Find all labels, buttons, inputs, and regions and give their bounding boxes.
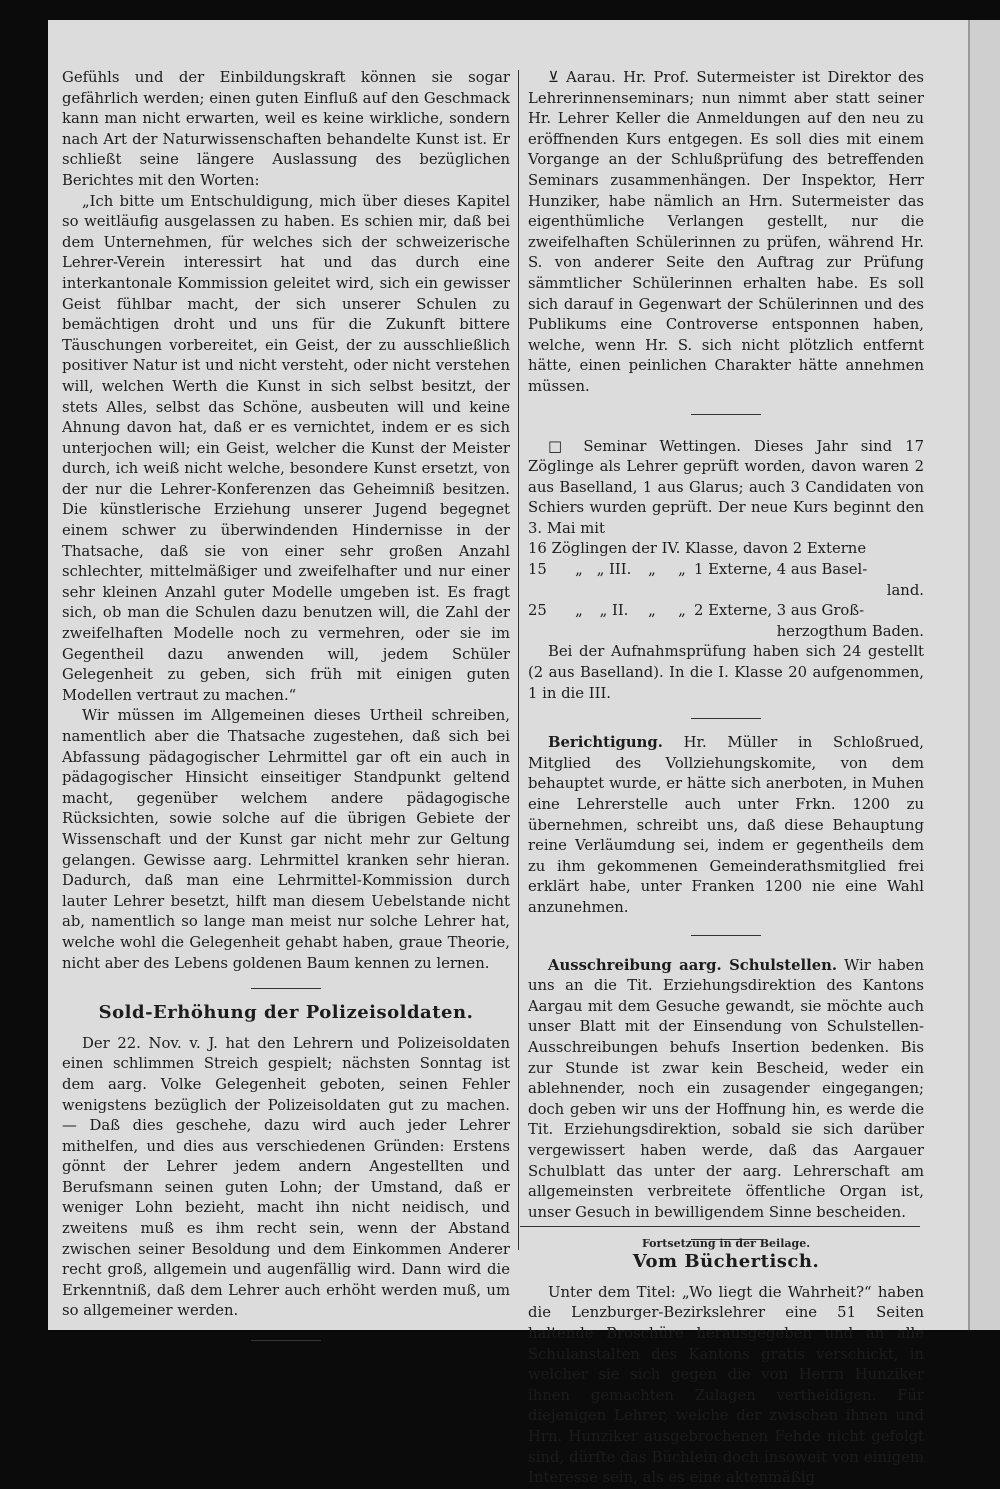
footer-continuation-note: Fortsetzung in der Beilage. — [641, 1237, 811, 1250]
separator — [251, 988, 321, 989]
seminar-row-3-cont: herzogthum Baden. — [776, 622, 924, 640]
aarau-article: ⊻ Aarau. Hr. Prof. Sutermeister ist Direktor des Lehrerinnenseminars; nun nimmt aber statt seiner Hr. Lehrer Keller die Anmeldungen auf den neu zu eröffnenden Kurs entgegen. Es soll dies mit einem Vorgange an der Schlußprüfung des betreffenden Seminars zusammenhängen. Der Inspektor, Herr Hunziker, habe nämlich an Hrn. Sutermeister das eigenthümliche Verlangen gestellt, nur die zweifelhaften Schülerinnen zu prüfen, während Hr. S. von anderer Seite den Auftrag zur Prüfung sämmtlicher Schülerinnen erhalten habe. Es soll sich darauf in Gegenwart der Schülerinnen und des Publikums eine Controverse entsponnen haben, welche, wenn Hr. S. sich nicht plötzlich entfernt hätte, einen peinlichen Charakter hätte annehmen müssen. — [528, 69, 924, 395]
seminar-row-2: 15 „ „ III. „ „ 1 Externe, 4 aus Basel- — [528, 561, 868, 579]
separator — [251, 1340, 321, 1341]
column-divider — [518, 70, 519, 1250]
next-page-edge — [968, 20, 1000, 1330]
separator — [691, 718, 761, 719]
berichtigung-lead: Berichtigung. — [548, 734, 663, 752]
left-paragraph-2: Wir müssen im Allgemeinen dieses Urtheil schreiben, namentlich aber die Thatsache zugestehen, daß sich bei Abfassung pädagogischer Lehrmittel gar oft ein auch in pädagogischer Hinsicht einseitiger Standpunkt geltend macht, gegenüber welchem andere pädagogische Rücksichten, sowie solche auf die übrigen Gebiete der Wissenschaft und der Kunst gar nicht mehr zur Geltung gelangen. Gewisse aarg. Lehrmittel kranken sehr hieran. Dadurch, daß man eine Lehrmittel-Kommission durch lauter Lehrer besetzt, hilft man diesem Uebelstande nicht ab, namentlich so lange man meist nur solche Lehrer hat, welche wohl die Gelegenheit gehabt haben, graue Theorie, nicht aber des Lebens goldenen Baum kennen zu lernen. — [62, 707, 510, 972]
left-quote: „Ich bitte um Entschuldigung, mich über dieses Kapitel so weitläufig ausgelassen zu haben. Es schien mir, daß bei dem Unternehmen, für welches sich der schweizerische Lehrer-Verein interessirt hat und das durch eine interkantonale Kommission geleitet wird, sich ein gewisser Geist fühlbar macht, der sich unserer Schulen zu bemächtigen droht und uns für die Zukunft bittere Täuschungen vorbereitet, ein Geist, der zu ausschließlich positiver Natur ist und nicht versteht, oder nicht verstehen will, welchen Werth die Kunst in sich selbst besitzt, der stets Alles, selbst das Schöne, ausbeuten will und keine Ahnung davon hat, daß er es vernichtet, indem er es sich unterjochen will; ein Geist, welcher die Kunst der Meister durch, ich weiß nicht welche, besondere Kunst ersetzt, von der nur die Lehrer-Konferenzen das Geheimniß besitzen. Die künstlerische Erziehung unserer Jugend begegnet einem schwer zu überwindenden Hindernisse in der Thatsache, daß sie von einer sehr großen Anzahl schlechter, mittelmäßiger und zweifelhafter und nur einer sehr kleinen Anzahl guter Modelle umgeben ist. Es fragt sich, ob man die Schulen dazu benutzen will, die Zahl der zweifelhaften Modelle noch zu vermehren, oder sie im Gegentheil dazu anwenden will, jedem Schüler Gelegenheit zu geben, sich früh mit einigen guten Modellen vertraut zu machen.“ — [62, 192, 510, 704]
ausschreibung-lead: Ausschreibung aarg. Schulstellen. — [548, 956, 838, 974]
left-column — [62, 68, 510, 1355]
heading-sold-erhoehung: Sold-Erhöhung der Polizeisoldaten. — [98, 1002, 474, 1024]
right-column — [528, 68, 924, 1489]
seminar-row-3: 25 „ „ II. „ „ 2 Externe, 3 aus Groß- — [528, 602, 865, 620]
berichtigung-article — [528, 733, 924, 918]
buechertisch-article: Unter dem Titel: „Wo liegt die Wahrheit?“ haben die Lenzburger-Bezirkslehrer eine 51 Seiten haltende Broschüre herausgegeben und an alle Schulanstalten des Kantons gratis verschickt, in welcher sie sich gegen die von Herrn Hunziker ihnen gemachten Zulagen vertheidigen. Für diejenigen Lehrer, welche der zwischen ihnen und Hrn. Hunziker ausgebrochenen Fehde nicht gefolgt sind, dürfte das Büchlein doch insoweit von einigem Interesse sein, als es eine aktenmäßig — [528, 1283, 924, 1487]
seminar-outro: Bei der Aufnahmsprüfung haben sich 24 gestellt (2 aus Baselland). In die I. Klasse 20 aufgenommen, 1 in die III. — [528, 643, 924, 702]
ausschreibung-text: Wir haben uns an die Tit. Erziehungsdirektion des Kantons Aargau mit dem Gesuche gewandt, sie möchte auch unser Blatt mit der Einsendung von Schulstellen-Ausschreibungen behufs Insertion bedenken. Bis zur Stunde ist zwar kein Bescheid, weder ein ablehnender, noch ein zusagender eingegangen; doch geben wir uns der Hoffnung hin, es werde die Tit. Erziehungsdirektion, sobald sie sich darüber vergewissert haben werde, daß das Aargauer Schulblatt das unter der aarg. Lehrerschaft am allgemeinsten verbreitete öffentliche Organ ist, unser Gesuch in bewilligendem Sinne bescheiden. — [528, 956, 924, 1221]
left-paragraph-1: Gefühls und der Einbildungskraft können sie sogar gefährlich werden; einen guten Einfluß auf den Geschmack kann man nicht erwarten, weil es keine wirkliche, sondern nach Art der Naturwissenschaften behandelte Kunst ist. Er schließt seine längere Auslassung des bezüglichen Berichtes mit den Worten: — [62, 69, 510, 189]
separator — [691, 414, 761, 415]
seminar-intro: □ Seminar Wettingen. Dieses Jahr sind 17 Zöglinge als Lehrer geprüft worden, davon waren 2 aus Baselland, 1 aus Glarus; auch 3 Candidaten von Schiers wurden geprüft. Der neue Kurs beginnt den 3. Mai mit — [528, 437, 924, 537]
separator — [691, 935, 761, 936]
seminar-row-1: 16 Zöglingen der IV. Klasse, davon 2 Externe — [528, 540, 867, 558]
ausschreibung-article — [528, 956, 924, 1224]
heading-buechertisch: Vom Büchertisch. — [632, 1251, 820, 1273]
footer-rule — [520, 1226, 920, 1227]
seminar-row-2-cont: land. — [886, 581, 924, 599]
berichtigung-text: Hr. Müller in Schloßrued, Mitglied des Vollziehungskomite, von dem behauptet wurde, er hätte sich anerboten, in Muhen eine Lehrerstelle auch unter Frkn. 1200 zu übernehmen, schreibt uns, daß diese Behauptung reine Verläumdung sei, indem er gegentheils dem zu ihm gekommenen Gemeinderathsmitglied frei erklärt habe, unter Franken 1200 nie eine Wahl anzunehmen. — [528, 734, 924, 916]
left-paragraph-3: Der 22. Nov. v. J. hat den Lehrern und Polizeisoldaten einen schlimmen Streich gespielt; nächsten Sonntag ist dem aarg. Volke Gelegenheit geboten, seinen Fehler wenigstens bezüglich der Polizeisoldaten gut zu machen. — Daß dies geschehe, dazu wird auch jeder Lehrer mithelfen, und dies aus verschiedenen Gründen: Erstens gönnt der Lehrer jedem andern Angestellten und Berufsmann seinen guten Lohn; der Umstand, daß er weniger Lohn bezieht, macht ihn nicht neidisch, und zweitens muß es ihm recht sein, wenn der Abstand zwischen seiner Besoldung und dem Einkommen Anderer recht groß, allgemein und augenfällig wird. Dann wird die Erkenntniß, daß dem Lehrer auch erhöht werden muß, um so allgemeiner werden. — [62, 1034, 510, 1320]
